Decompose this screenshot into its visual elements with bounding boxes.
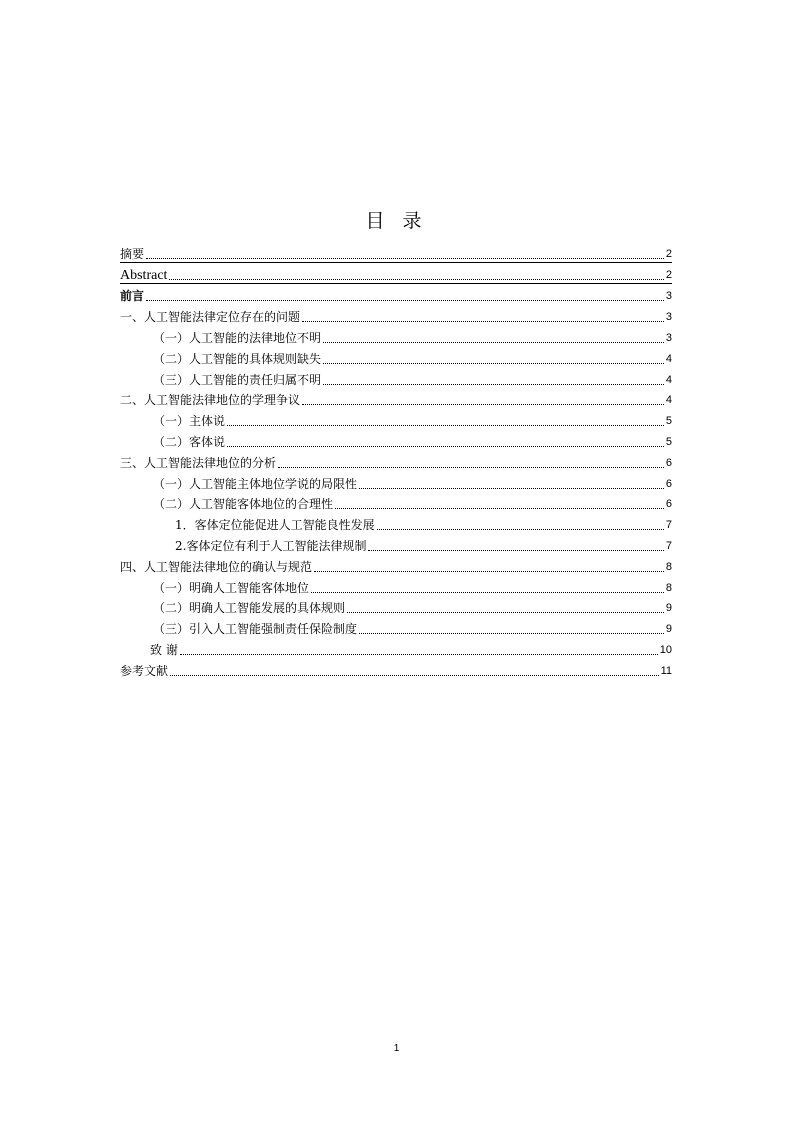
toc-entry-label: 三、人工智能法律地位的分析 bbox=[120, 455, 277, 470]
toc-entry-page: 5 bbox=[665, 415, 672, 428]
toc-entry-section-1-3[interactable] bbox=[120, 367, 672, 388]
toc-dot-leader bbox=[323, 342, 664, 343]
toc-entry-page: 7 bbox=[665, 539, 672, 552]
toc-entry-section-1-1[interactable] bbox=[120, 325, 672, 346]
toc-entry-page: 4 bbox=[665, 352, 672, 365]
toc-entry-section-1-2[interactable] bbox=[120, 346, 672, 367]
toc-dot-leader bbox=[302, 321, 664, 322]
toc-entry-page: 8 bbox=[665, 581, 672, 594]
toc-entry-chapter-4[interactable] bbox=[120, 554, 672, 575]
toc-entry-page: 4 bbox=[665, 394, 672, 407]
toc-entry-page: 11 bbox=[660, 664, 672, 677]
toc-entry-label: 二、人工智能法律地位的学理争议 bbox=[120, 393, 301, 408]
toc-entry-chapter-2[interactable] bbox=[120, 388, 672, 409]
toc-entry-section-3-2[interactable] bbox=[120, 492, 672, 513]
toc-dot-leader bbox=[359, 488, 664, 489]
toc-entry-label: 参考文献 bbox=[120, 663, 169, 678]
toc-entry-page: 3 bbox=[665, 290, 672, 303]
toc-entry-label: （二）客体说 bbox=[153, 434, 226, 449]
toc-entry-page: 9 bbox=[665, 623, 672, 636]
toc-entry-label: （二）人工智能的具体规则缺失 bbox=[153, 351, 322, 366]
toc-entry-page: 7 bbox=[665, 519, 672, 532]
toc-entry-chapter-3[interactable] bbox=[120, 450, 672, 471]
toc-entry-page: 2 bbox=[665, 268, 672, 281]
toc-entry-subsection-3-2-2[interactable] bbox=[120, 533, 672, 554]
toc-entry-label: （一）人工智能的法律地位不明 bbox=[153, 330, 322, 345]
toc-entry-abstract-cn[interactable] bbox=[120, 242, 672, 263]
toc-entry-page: 2 bbox=[665, 247, 672, 260]
toc-dot-leader bbox=[359, 633, 664, 634]
toc-entry-section-4-2[interactable] bbox=[120, 596, 672, 617]
toc-entry-page: 9 bbox=[665, 602, 672, 615]
toc-entry-abstract-en[interactable] bbox=[120, 263, 672, 284]
table-of-contents bbox=[120, 242, 672, 679]
toc-entry-acknowledgements[interactable] bbox=[120, 637, 672, 658]
toc-entry-page: 6 bbox=[665, 456, 672, 469]
toc-entry-label: （一）主体说 bbox=[153, 414, 226, 429]
toc-entry-page: 3 bbox=[665, 311, 672, 324]
toc-entry-label: 四、人工智能法律地位的确认与规范 bbox=[120, 559, 313, 574]
toc-entry-subsection-3-2-1[interactable] bbox=[120, 512, 672, 533]
toc-dot-leader bbox=[146, 300, 664, 301]
toc-entry-label: 一、人工智能法律定位存在的问题 bbox=[120, 310, 301, 325]
toc-entry-label: 1．客体定位能促进人工智能良性发展 bbox=[175, 518, 375, 533]
toc-dot-leader bbox=[311, 592, 664, 593]
toc-entry-preface[interactable] bbox=[120, 284, 672, 305]
toc-entry-page: 5 bbox=[665, 435, 672, 448]
toc-dot-leader bbox=[335, 508, 664, 509]
toc-title: 目 录 bbox=[365, 210, 428, 232]
toc-entry-label: 致 谢 bbox=[150, 642, 178, 657]
toc-dot-leader bbox=[347, 612, 664, 613]
toc-entry-label: （二）明确人工智能发展的具体规则 bbox=[153, 601, 346, 616]
toc-entry-chapter-1[interactable] bbox=[120, 304, 672, 325]
toc-dot-leader bbox=[146, 258, 664, 259]
toc-dot-leader bbox=[169, 279, 663, 280]
toc-entry-label: （一）明确人工智能客体地位 bbox=[153, 580, 310, 595]
toc-dot-leader bbox=[302, 404, 664, 405]
toc-dot-leader bbox=[227, 425, 664, 426]
toc-entry-label: （三）人工智能的责任归属不明 bbox=[153, 372, 322, 387]
toc-entry-page: 6 bbox=[665, 498, 672, 511]
toc-dot-leader bbox=[323, 384, 664, 385]
toc-entry-page: 4 bbox=[665, 373, 672, 386]
toc-dot-leader bbox=[170, 675, 659, 676]
toc-dot-leader bbox=[227, 446, 664, 447]
toc-entry-section-3-1[interactable] bbox=[120, 471, 672, 492]
toc-entry-label: 2.客体定位有利于人工智能法律规制 bbox=[175, 538, 367, 553]
toc-entry-label: Abstract bbox=[120, 267, 168, 283]
toc-entry-label: （一）人工智能主体地位学说的局限性 bbox=[153, 476, 358, 491]
toc-entry-page: 6 bbox=[665, 477, 672, 490]
toc-dot-leader bbox=[314, 571, 664, 572]
toc-dot-leader bbox=[377, 529, 664, 530]
toc-dot-leader bbox=[323, 363, 664, 364]
page-number: 1 bbox=[393, 1043, 400, 1054]
toc-entry-references[interactable] bbox=[120, 658, 672, 679]
toc-dot-leader bbox=[278, 467, 664, 468]
toc-entry-label: 前言 bbox=[120, 289, 145, 304]
toc-entry-label: 摘要 bbox=[120, 246, 145, 261]
toc-dot-leader bbox=[368, 550, 663, 551]
toc-entry-section-2-2[interactable] bbox=[120, 429, 672, 450]
toc-entry-label: （二）人工智能客体地位的合理性 bbox=[153, 497, 334, 512]
toc-entry-section-2-1[interactable] bbox=[120, 408, 672, 429]
toc-entry-page: 8 bbox=[665, 560, 672, 573]
toc-entry-section-4-3[interactable] bbox=[120, 616, 672, 637]
toc-dot-leader bbox=[180, 654, 658, 655]
toc-entry-page: 3 bbox=[665, 331, 672, 344]
toc-entry-section-4-1[interactable] bbox=[120, 575, 672, 596]
toc-entry-label: （三）引入人工智能强制责任保险制度 bbox=[153, 622, 358, 637]
toc-entry-page: 10 bbox=[659, 643, 672, 656]
